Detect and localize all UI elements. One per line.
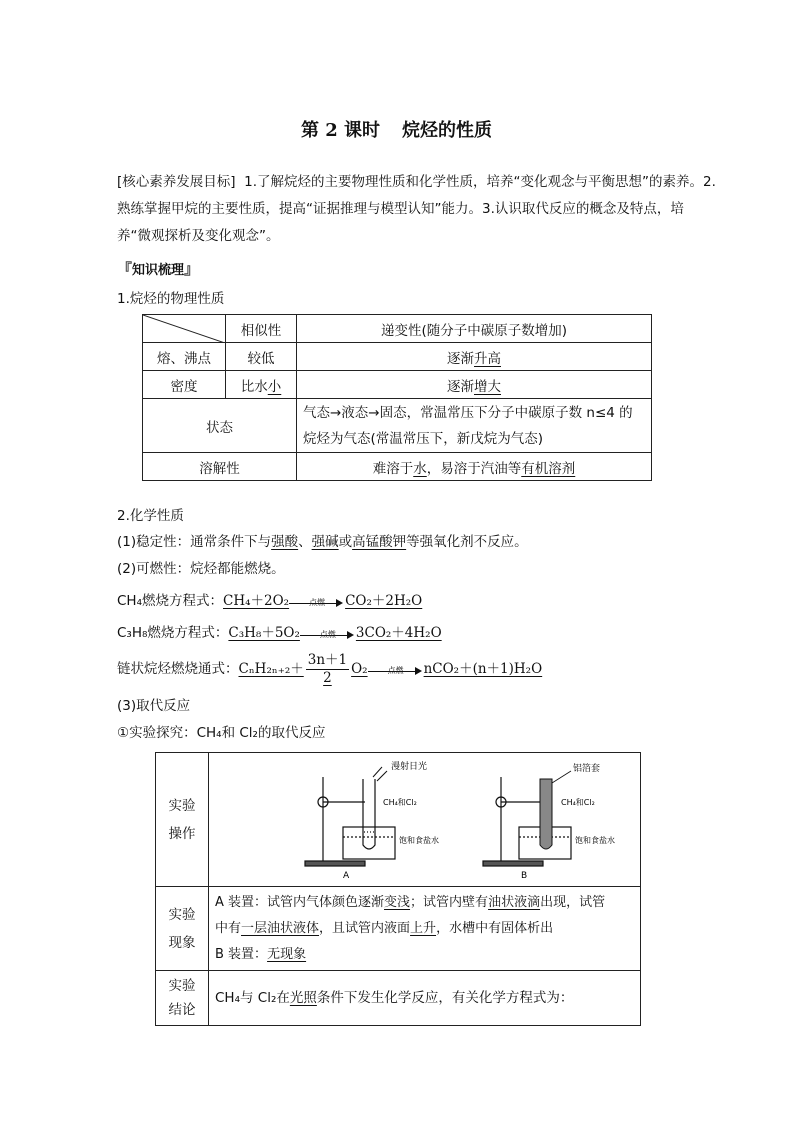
row-solubility-desc <box>297 453 652 481</box>
sol-text-2: ，易溶于汽油等 <box>426 460 522 477</box>
t: CH₄与 Cl₂在 <box>215 990 290 1006</box>
section-label: 『知识梳理』 <box>117 260 200 278</box>
state-line1: 气态→液态→固态，常温常压下分子中碳原子数 n≤4 的 <box>303 404 633 421</box>
equation-answer <box>238 652 543 686</box>
t: 条件下发生化学反应，有关化学方程式为： <box>316 990 574 1006</box>
row-density-sim <box>226 371 297 399</box>
products: 3CO₂＋4H₂O <box>355 625 442 641</box>
title-topic: 烷烃的性质 <box>402 120 493 141</box>
phen-label-cell <box>156 887 209 971</box>
arrow-icon <box>289 595 345 609</box>
reactants: C₃H₈＋5O₂ <box>228 625 300 641</box>
answer-lighter: 变浅 <box>384 894 411 910</box>
t: ；试管内壁有 <box>410 894 489 910</box>
grad-answer: 增大 <box>474 378 501 395</box>
denominator: 2 <box>323 670 332 686</box>
arrow-icon <box>300 627 356 641</box>
answer-strong-base: 强碱 <box>311 534 339 550</box>
stability-text-end: 等强氧化剂不反应。 <box>406 534 528 550</box>
experiment-table <box>155 752 641 1026</box>
physical-table <box>142 314 652 481</box>
phen-label: 实验现象 <box>168 906 196 951</box>
goals-label: [核心素养发展目标] <box>117 174 236 190</box>
condition-text: 点燃 <box>387 665 404 675</box>
row-boiling-grad <box>297 343 652 371</box>
arrow-icon <box>368 663 424 677</box>
substitution-heading: (3)取代反应 <box>117 698 191 714</box>
answer-rise: 上升 <box>410 920 437 936</box>
answer-kmno4: 高锰酸钾 <box>352 534 407 550</box>
phen-line-2 <box>215 916 640 942</box>
diagonal-line <box>143 315 225 343</box>
label-foil: 铝箔套 <box>572 763 600 774</box>
physical-heading: 1.烷烃的物理性质 <box>117 291 225 307</box>
grad-answer: 升高 <box>474 350 501 367</box>
row-boiling: 熔、沸点 <box>143 343 226 371</box>
row-state-desc <box>297 399 652 453</box>
t: 出现，试管 <box>540 894 606 910</box>
t: 中有 <box>215 920 242 936</box>
label-gas-a: CH₄和Cl₂ <box>382 797 417 807</box>
stability-text: (1)稳定性：通常条件下与 <box>117 534 272 550</box>
label-diffuse-light: 漫射日光 <box>390 761 427 772</box>
equation-label: C₃H₈燃烧方程式： <box>117 625 229 641</box>
sep: 、 <box>298 534 312 550</box>
col-similar: 相似性 <box>226 315 297 343</box>
label-brine-b: 饱和食盐水 <box>574 835 615 845</box>
row-density: 密度 <box>143 371 226 399</box>
answer-no-change: 无现象 <box>267 946 307 962</box>
equation-label: CH₄燃烧方程式： <box>117 593 223 609</box>
core-goals <box>117 169 717 250</box>
phen-line-1 <box>215 890 640 916</box>
apparatus-figure-cell <box>209 753 641 887</box>
phen-line-3 <box>215 942 640 968</box>
equation-answer <box>223 593 422 609</box>
chemical-heading: 2.化学性质 <box>117 508 184 524</box>
stability-line <box>117 529 717 556</box>
t: B 装置： <box>215 946 268 962</box>
apparatus-figure <box>215 757 635 883</box>
conc-label-cell <box>156 971 209 1026</box>
condition-text: 点燃 <box>309 597 326 607</box>
sol-answer-2: 有机溶剂 <box>521 460 576 477</box>
row-density-grad <box>297 371 652 399</box>
grad-text: 逐渐 <box>447 350 474 367</box>
state-line2: 烷烃为气态(常温常压下，新戊烷为气态) <box>303 430 544 447</box>
sol-text: 难溶于 <box>372 460 414 477</box>
sol-answer-1: 水 <box>413 460 427 477</box>
answer-oily-drops: 油状液滴 <box>488 894 541 910</box>
fraction <box>306 652 349 687</box>
goals-text: 1.了解烷烃的主要物理性质和化学性质，培养“变化观念与平衡思想”的素养。2.熟练掌握甲烷的主要性质，提高“证据推理与模型认知”能力。3.认识取代反应的概念及特点，培养“微观探析及变化观念”。 <box>117 174 716 244</box>
c3h8-equation <box>117 620 717 647</box>
section-label-text: 知识梳理 <box>132 263 185 278</box>
t: ，水槽中有固体析出 <box>436 920 554 936</box>
equation-label: 链状烷烃燃烧通式： <box>117 661 239 677</box>
reactants: CₙH₂ₙ₊₂＋ <box>238 661 304 677</box>
conc-label: 实验结论 <box>168 978 196 1018</box>
label-gas-b: CH₄和Cl₂ <box>560 797 595 807</box>
row-boiling-sim: 较低 <box>226 343 297 371</box>
col-gradient: 递变性(随分子中碳原子数增加) <box>297 315 652 343</box>
label-b: B <box>520 870 527 881</box>
sim-text: 比水 <box>240 378 268 395</box>
diagonal-cell <box>143 315 226 343</box>
ch4-equation <box>117 588 717 615</box>
answer-strong-acid: 强酸 <box>271 534 299 550</box>
sep: 或 <box>338 534 353 550</box>
grad-text: 逐渐 <box>447 378 474 395</box>
answer-light: 光照 <box>289 990 317 1006</box>
experiment-title: ①实验探究：CH₄和 Cl₂的取代反应 <box>117 725 326 741</box>
row-state: 状态 <box>143 399 297 453</box>
title-lesson: 第 2 课时 <box>300 120 381 141</box>
sim-answer: 小 <box>267 378 282 395</box>
op-label: 实验操作 <box>168 797 196 842</box>
condition-text: 点燃 <box>319 629 336 639</box>
answer-oily-layer: 一层油状液体 <box>241 920 320 936</box>
equation-answer <box>228 625 441 641</box>
page-title <box>0 116 793 142</box>
t: A 装置：试管内气体颜色逐渐 <box>215 894 385 910</box>
phenomena <box>209 887 641 971</box>
label-a: A <box>342 870 349 881</box>
general-equation <box>117 652 717 687</box>
flammability-line: (2)可燃性：烷烃都能燃烧。 <box>117 561 285 577</box>
conclusion <box>209 971 641 1026</box>
label-brine-a: 饱和食盐水 <box>398 835 439 845</box>
numerator: 3n＋1 <box>307 652 348 668</box>
reactants: CH₄＋2O₂ <box>223 593 290 609</box>
op-label-cell <box>156 753 209 887</box>
t: ，且试管内液面 <box>319 920 411 936</box>
products: CO₂＋2H₂O <box>345 593 423 609</box>
row-solubility: 溶解性 <box>143 453 297 481</box>
products: nCO₂＋(n＋1)H₂O <box>423 661 543 677</box>
oxygen: O₂ <box>351 661 368 677</box>
